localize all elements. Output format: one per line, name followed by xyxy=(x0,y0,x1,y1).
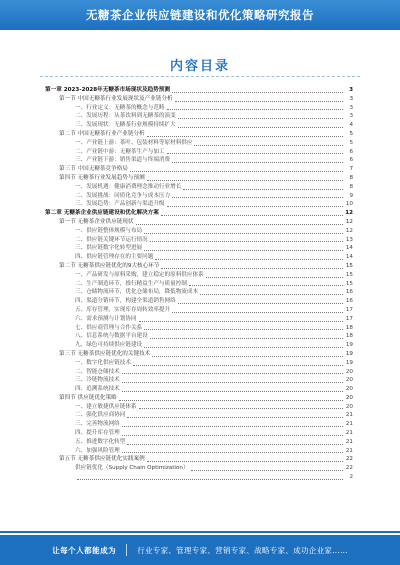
toc-entry[interactable] xyxy=(45,385,353,394)
toc-entry[interactable] xyxy=(45,473,353,482)
toc-entry-title: 一、供应链整体规模与布局 xyxy=(75,227,143,234)
toc-entry-title: 二、生产制造环节，推行精益生产与质量控制 xyxy=(75,280,187,287)
toc-entry-title: 三、发展现状：无糖茶行业规模持续扩大 xyxy=(75,122,176,129)
toc-entry[interactable] xyxy=(45,130,353,139)
toc-entry-page: 22 xyxy=(345,465,353,472)
toc-entry-page: 17 xyxy=(345,306,353,313)
toc-leader-dots xyxy=(144,250,343,251)
toc-entry[interactable] xyxy=(45,464,353,473)
toc-entry-page: 20 xyxy=(345,386,353,393)
toc-entry-page: 12 xyxy=(345,227,353,234)
toc-leader-dots xyxy=(167,206,343,207)
toc-entry-page: 5 xyxy=(349,130,353,137)
toc-entry[interactable] xyxy=(45,174,353,183)
toc-entry-title: 第三节 中国无糖茶竞争格局 xyxy=(59,166,128,173)
toc-entry-page: 19 xyxy=(345,350,353,357)
toc-entry-page: 21 xyxy=(345,438,353,445)
toc-leader-dots xyxy=(127,444,343,445)
toc-entry[interactable] xyxy=(45,350,353,359)
toc-entry[interactable] xyxy=(45,86,353,95)
toc-leader-dots xyxy=(172,312,343,313)
toc-entry-page: 17 xyxy=(345,315,353,322)
toc-entry[interactable] xyxy=(45,148,353,157)
toc-leader-dots xyxy=(161,215,343,216)
toc-entry-page: 15 xyxy=(345,271,353,278)
toc-entry-page: 13 xyxy=(345,236,353,243)
toc-entry-title: 二、强化供应商协同 xyxy=(75,412,126,419)
toc-entry[interactable] xyxy=(45,227,353,236)
toc-entry-page: 3 xyxy=(349,113,353,120)
toc-entry-page: 8 xyxy=(349,183,353,190)
toc-entry[interactable] xyxy=(45,368,353,377)
toc-entry-title: 二、发展挑战：同质化竞争与成本压力 xyxy=(75,192,171,199)
toc-entry-page: 3 xyxy=(349,104,353,111)
toc-leader-dots xyxy=(172,162,343,163)
toc-leader-dots xyxy=(127,417,343,418)
toc-entry-title: 第二节 中国无糖茶行业产业链分析 xyxy=(59,130,145,137)
toc-entry-page: 15 xyxy=(345,262,353,269)
toc-leader-dots xyxy=(147,461,343,462)
toc-entry[interactable] xyxy=(45,315,353,324)
toc-entry-page: 21 xyxy=(345,421,353,428)
toc-entry[interactable] xyxy=(45,297,353,306)
toc-entry[interactable] xyxy=(45,420,353,429)
toc-leader-dots xyxy=(183,189,343,190)
toc-entry[interactable] xyxy=(45,253,353,262)
toc-leader-dots xyxy=(191,470,343,471)
toc-entry-title: 第一节 无糖茶企业供应链现状 xyxy=(59,218,134,225)
toc-entry-title: 三、仓储物流环节，优化仓储布局，降低物流成本 xyxy=(75,289,199,296)
toc-leader-dots xyxy=(130,171,343,172)
toc-entry-page: 6 xyxy=(349,157,353,164)
footer-roles: 行业专家、管理专家、营销专家、战略专家、成功企业家…… xyxy=(137,545,348,555)
toc-leader-dots xyxy=(200,294,343,295)
toc-entry[interactable] xyxy=(45,165,353,174)
toc-entry-title: 第二节 无糖茶供应链优化的9大核心环节 xyxy=(59,262,160,269)
toc-leader-dots xyxy=(150,241,343,242)
toc-entry[interactable] xyxy=(45,95,353,104)
toc-entry-title: 一、数字化供应链技术 xyxy=(75,359,131,366)
toc-entry[interactable] xyxy=(45,244,353,253)
toc-entry-title: 一、发展机遇：健康消费理念推动行业增长 xyxy=(75,183,182,190)
toc-entry-page: 12 xyxy=(345,218,353,225)
toc-leader-dots xyxy=(189,285,343,286)
toc-leader-dots xyxy=(150,338,343,339)
toc-entry-page: 9 xyxy=(349,192,353,199)
toc-leader-dots xyxy=(139,321,343,322)
toc-entry-title: 一、产品研发与原料采购，建立稳定的原料供应体系 xyxy=(75,271,204,278)
toc-entry[interactable] xyxy=(45,112,353,121)
toc-entry[interactable] xyxy=(45,288,353,297)
toc-leader-dots xyxy=(122,373,343,374)
toc-entry-title: 六、加强风险管理 xyxy=(75,447,120,454)
toc-entry-title: 第四节 无糖茶行业发展趋势与预测 xyxy=(59,174,145,181)
toc-leader-dots xyxy=(119,400,343,401)
toc-entry-title: 第一节 中国无糖茶行业发展现状及产业链分析 xyxy=(59,95,173,102)
toc-leader-dots xyxy=(144,233,343,234)
toc-entry-page: 20 xyxy=(345,377,353,384)
toc-entry[interactable] xyxy=(45,359,353,368)
toc-entry-page: 21 xyxy=(345,412,353,419)
toc-entry-page: 3 xyxy=(349,87,353,93)
toc-leader-dots xyxy=(172,92,343,93)
toc-entry-title: 二、供应链关键环节运行情况 xyxy=(75,236,148,243)
toc-title-divider xyxy=(40,76,360,77)
toc-entry[interactable] xyxy=(45,429,353,438)
toc-entry-page: 4 xyxy=(349,122,353,129)
toc-entry[interactable] xyxy=(45,332,353,341)
toc-entry[interactable] xyxy=(45,438,353,447)
toc-entry-page: 18 xyxy=(345,324,353,331)
toc-entry-page: 18 xyxy=(345,333,353,340)
toc-entry-title: 八、信息系统与数据平台建设 xyxy=(75,333,148,340)
toc-leader-dots xyxy=(144,347,343,348)
toc-leader-dots xyxy=(172,197,343,198)
toc-entry[interactable] xyxy=(45,192,353,201)
toc-leader-dots xyxy=(122,452,343,453)
toc-leader-dots xyxy=(178,118,343,119)
toc-entry-title: 一、行业定义：无糖茶的概念与范畴 xyxy=(75,104,165,111)
toc-entry-title: 第三节 无糖茶供应链优化的关键技术 xyxy=(59,350,151,357)
toc-entry-page: 21 xyxy=(345,447,353,454)
toc-leader-dots xyxy=(133,365,343,366)
toc-entry-title: 五、推进数字化转型 xyxy=(75,438,126,445)
toc-leader-dots xyxy=(178,127,343,128)
toc-entry-title: 第五节 无糖茶供应链优化实践案例 xyxy=(59,456,145,463)
toc-entry-page: 14 xyxy=(345,254,353,261)
toc-entry[interactable] xyxy=(45,156,353,165)
toc-entry-title: 四、提升库存管理 xyxy=(75,430,120,437)
toc-entry[interactable] xyxy=(45,271,353,280)
toc-entry-title: 五、库存管理，实现库存周转效率提升 xyxy=(75,306,171,313)
toc-leader-dots xyxy=(178,303,343,304)
toc-leader-dots xyxy=(122,382,343,383)
toc-entry[interactable] xyxy=(45,139,353,148)
toc-entry-title: 七、供应商管理与合作关系 xyxy=(75,324,143,331)
toc-entry-page: 14 xyxy=(345,245,353,252)
toc-entry-title: 六、需求预测与计划协同 xyxy=(75,315,137,322)
toc-leader-dots xyxy=(144,329,343,330)
toc-entry[interactable] xyxy=(45,341,353,350)
toc-leader-dots xyxy=(175,101,343,102)
toc-leader-dots xyxy=(147,180,343,181)
toc-entry[interactable] xyxy=(45,306,353,315)
toc-title: 内容目录 xyxy=(169,59,230,74)
toc-entry[interactable] xyxy=(45,262,353,271)
toc-entry[interactable] xyxy=(45,104,353,113)
toc-entry-title: 供应链优化（Supply Chain Optimization） xyxy=(75,465,189,472)
toc-entry-page: 7 xyxy=(349,166,353,173)
toc-entry-page: 8 xyxy=(349,174,353,181)
toc-leader-dots xyxy=(122,435,343,436)
footer-divider xyxy=(0,531,400,533)
toc-leader-dots xyxy=(136,224,344,225)
toc-entry-title: 四、渠道分销环节，构建全渠道销售网络 xyxy=(75,298,176,305)
toc-entry-page: 2 xyxy=(349,474,353,481)
table-of-contents xyxy=(45,86,353,482)
toc-leader-dots xyxy=(152,356,343,357)
toc-entry-page: 20 xyxy=(345,403,353,410)
toc-entry-page: 19 xyxy=(345,359,353,366)
toc-entry[interactable] xyxy=(45,209,353,218)
toc-entry-page: 16 xyxy=(345,289,353,296)
toc-entry[interactable] xyxy=(45,455,353,464)
toc-entry-page: 10 xyxy=(345,201,353,208)
toc-entry[interactable] xyxy=(45,280,353,289)
toc-leader-dots xyxy=(161,268,343,269)
toc-entry-page: 21 xyxy=(345,430,353,437)
toc-entry-title: 二、产业链中游：无糖茶生产与加工 xyxy=(75,148,165,155)
toc-entry[interactable] xyxy=(45,376,353,385)
toc-entry[interactable] xyxy=(45,183,353,192)
toc-entry-title: 三、冷链物流技术 xyxy=(75,377,120,384)
footer-bar xyxy=(0,535,400,565)
toc-leader-dots xyxy=(194,145,343,146)
toc-entry-page: 6 xyxy=(349,148,353,155)
toc-leader-dots xyxy=(167,109,343,110)
toc-entry-title: 三、完善物流网络 xyxy=(75,421,120,428)
toc-entry-page: 5 xyxy=(349,139,353,146)
toc-leader-dots xyxy=(139,408,343,409)
report-title: 无糖茶企业供应链建设和优化策略研究报告 xyxy=(86,8,314,22)
toc-leader-dots xyxy=(77,479,343,480)
toc-entry-title: 三、发展趋势：产品创新与渠道升级 xyxy=(75,201,165,208)
toc-entry-title: 第二章 无糖茶企业供应链建设和优化解决方案 xyxy=(45,210,159,217)
toc-leader-dots xyxy=(155,259,343,260)
toc-entry[interactable] xyxy=(45,394,353,403)
toc-entry-title: 一、建立敏捷供应链体系 xyxy=(75,403,137,410)
toc-entry-title: 第四节 供应链优化策略 xyxy=(59,394,117,401)
footer-separator xyxy=(126,544,127,556)
toc-entry-page: 20 xyxy=(345,368,353,375)
toc-entry-title: 二、发展历程：从茶饮料到无糖茶的演变 xyxy=(75,113,176,120)
toc-entry-page: 16 xyxy=(345,298,353,305)
toc-leader-dots xyxy=(122,391,343,392)
toc-entry-title: 九、绿色可持续供应链建设 xyxy=(75,342,143,349)
footer-slogan: 让每个人都能成为 xyxy=(52,545,117,555)
toc-entry[interactable] xyxy=(45,447,353,456)
toc-entry-title: 第一章 2023-2028年无糖茶市场现状及趋势预测 xyxy=(45,87,170,93)
toc-entry[interactable] xyxy=(45,218,353,227)
toc-entry-page: 20 xyxy=(345,394,353,401)
toc-entry[interactable] xyxy=(45,200,353,209)
toc-leader-dots xyxy=(147,136,343,137)
toc-entry-title: 四、追溯系统技术 xyxy=(75,386,120,393)
toc-entry[interactable] xyxy=(45,236,353,245)
toc-entry-page: 12 xyxy=(345,210,353,217)
toc-entry-title: 三、供应链数字化转型进展 xyxy=(75,245,143,252)
report-header-bar xyxy=(0,0,400,30)
toc-leader-dots xyxy=(206,277,343,278)
toc-entry-title: 三、产业链下游：销售渠道与终端消费 xyxy=(75,157,171,164)
toc-entry-title: 四、供应链管理存在的主要问题 xyxy=(75,254,154,261)
toc-entry[interactable] xyxy=(45,411,353,420)
toc-entry-page: 19 xyxy=(345,342,353,349)
toc-leader-dots xyxy=(122,426,343,427)
toc-entry-title: 二、智能仓储技术 xyxy=(75,368,120,375)
toc-entry-page: 15 xyxy=(345,280,353,287)
toc-entry[interactable] xyxy=(45,121,353,130)
toc-entry-title: 一、产业链上游：茶叶、包装材料等原材料供应 xyxy=(75,139,193,146)
toc-leader-dots xyxy=(167,153,343,154)
toc-entry[interactable] xyxy=(45,403,353,412)
toc-entry-page: 22 xyxy=(345,456,353,463)
toc-entry-page: 3 xyxy=(349,95,353,102)
toc-entry[interactable] xyxy=(45,324,353,333)
